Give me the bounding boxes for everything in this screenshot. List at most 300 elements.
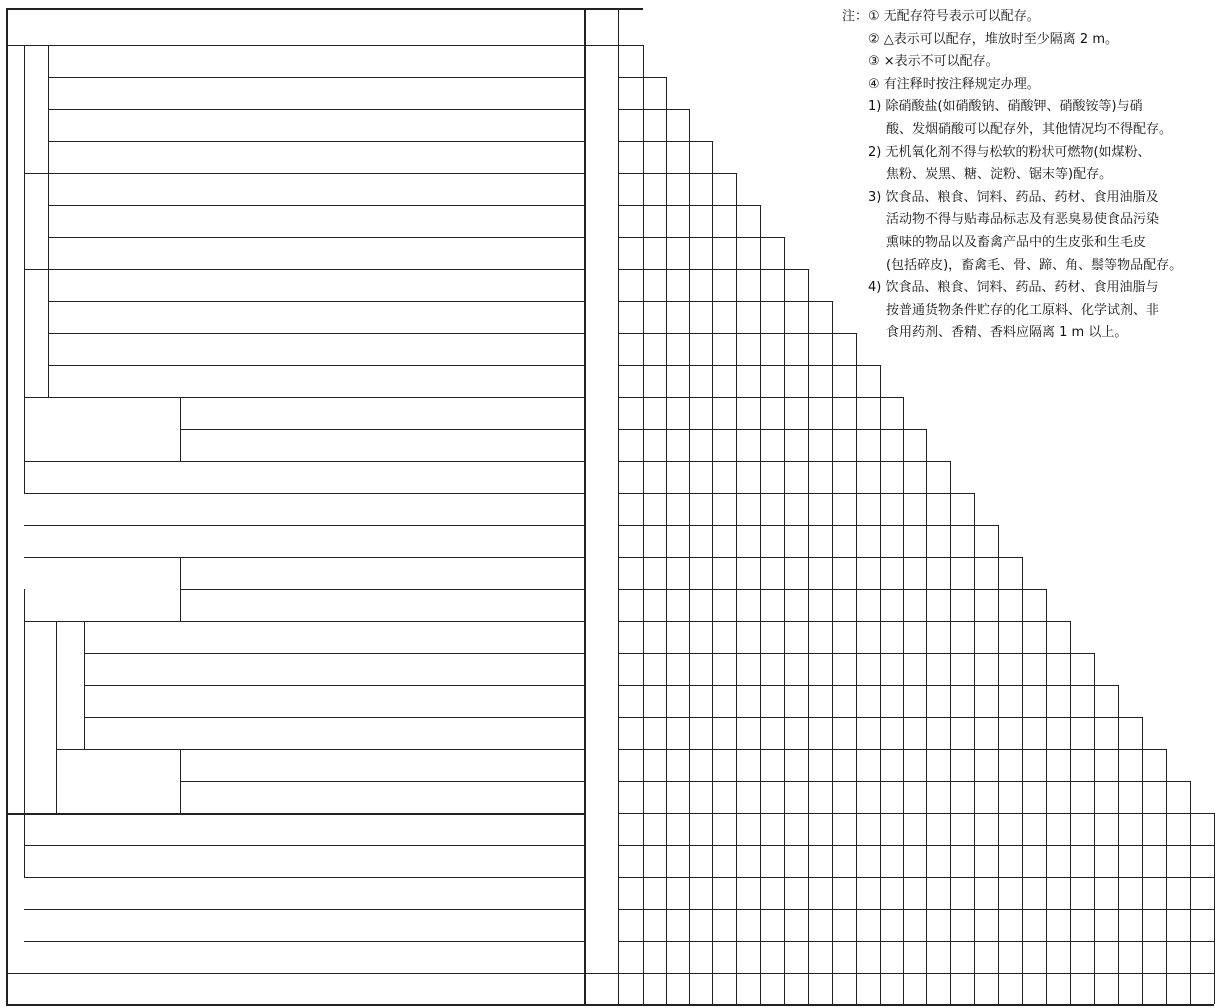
matrix-cell-22-8 — [784, 717, 808, 749]
note-line: 注：① 无配存符号表示可以配存。 — [842, 9, 1040, 24]
matrix-cell-13-2 — [643, 429, 666, 461]
matrix-cell-15-7 — [760, 493, 784, 525]
diagonal-number-26 — [1190, 845, 1214, 877]
matrix-cell-20-16 — [974, 653, 998, 685]
bottom-number-21 — [1094, 973, 1118, 1004]
matrix-cell-16-7 — [760, 525, 784, 557]
group-explosive — [24, 45, 48, 173]
matrix-cell-6-4 — [689, 205, 712, 237]
matrix-cell-26-8 — [784, 845, 808, 877]
matrix-cell-26-22 — [1118, 845, 1142, 877]
matrix-cell-7-6 — [736, 237, 760, 269]
note-line: 食用药剂、香精、香料应隔离 1 m 以上。 — [886, 325, 1128, 341]
matrix-cell-16-8 — [784, 525, 808, 557]
group-oxidizer — [24, 173, 48, 269]
row-name-9 — [58, 301, 582, 333]
matrix-cell-4-3 — [666, 141, 689, 173]
diagonal-number-27 — [1190, 877, 1214, 909]
matrix-cell-11-2 — [643, 365, 666, 397]
order-number-11 — [584, 365, 618, 397]
matrix-cell-27-3 — [666, 877, 689, 909]
matrix-cell-19-16 — [974, 621, 998, 653]
matrix-cell-9-3 — [666, 301, 689, 333]
row-name-21 — [94, 685, 582, 717]
note-line: 2) 无机氧化剂不得与松软的粉状可燃物(如煤粉、 — [868, 144, 1151, 160]
matrix-cell-5-3 — [666, 173, 689, 205]
row-name-18 — [190, 589, 582, 621]
group-acid — [56, 621, 84, 749]
matrix-cell-21-20 — [1070, 685, 1094, 717]
order-number-1 — [584, 45, 618, 77]
matrix-cell-22-10 — [832, 717, 856, 749]
matrix-cell-12-4 — [689, 397, 712, 429]
diagonal-number-25 — [1190, 813, 1214, 845]
matrix-cell-22-5 — [712, 717, 736, 749]
order-number-28 — [584, 909, 618, 941]
matrix-cell-16-14 — [926, 525, 950, 557]
matrix-cell-20-15 — [950, 653, 974, 685]
matrix-cell-14-11 — [856, 461, 880, 493]
matrix-cell-9-7 — [760, 301, 784, 333]
matrix-cell-23-3 — [666, 749, 689, 781]
bottom-number-8 — [784, 973, 808, 1004]
note-line: 活动物不得与贴毒品标志及有恶臭易使食品污染 — [886, 212, 1160, 228]
matrix-cell-28-6 — [736, 909, 760, 941]
diagonal-number-1 — [618, 45, 643, 77]
matrix-cell-19-2 — [643, 621, 666, 653]
matrix-cell-22-9 — [808, 717, 832, 749]
row-name-13 — [190, 429, 582, 461]
matrix-cell-13-8 — [784, 429, 808, 461]
grid-line — [6, 1004, 1214, 1006]
matrix-cell-22-2 — [643, 717, 666, 749]
diagonal-number-16 — [974, 525, 998, 557]
matrix-cell-28-9 — [808, 909, 832, 941]
matrix-cell-19-20 — [1070, 621, 1094, 653]
row-name-26 — [34, 845, 582, 877]
matrix-cell-21-7 — [760, 685, 784, 717]
matrix-cell-12-7 — [760, 397, 784, 429]
matrix-cell-21-6 — [736, 685, 760, 717]
matrix-cell-9-1 — [618, 301, 643, 333]
matrix-cell-14-10 — [832, 461, 856, 493]
note-line: ④ 有注释时按注释规定办理。 — [868, 76, 1040, 92]
matrix-cell-12-2 — [643, 397, 666, 429]
note-line: 按普通货物条件贮存的化工原料、化学试剂、非 — [886, 302, 1160, 318]
matrix-cell-23-2 — [643, 749, 666, 781]
matrix-cell-7-4 — [689, 237, 712, 269]
diagonal-number-8 — [784, 269, 808, 301]
bottom-number-12 — [880, 973, 903, 1004]
row-name-11 — [58, 365, 582, 397]
matrix-cell-25-2 — [643, 813, 666, 845]
matrix-cell-15-6 — [736, 493, 760, 525]
matrix-cell-26-23 — [1142, 845, 1166, 877]
matrix-cell-16-2 — [643, 525, 666, 557]
bottom-number-11 — [856, 973, 880, 1004]
matrix-cell-17-3 — [666, 557, 689, 589]
diagonal-number-23 — [1142, 749, 1166, 781]
row-name-7 — [58, 237, 582, 269]
matrix-cell-11-3 — [666, 365, 689, 397]
matrix-cell-4-1 — [618, 141, 643, 173]
matrix-cell-15-2 — [643, 493, 666, 525]
matrix-cell-22-21 — [1094, 717, 1118, 749]
order-number-12 — [584, 397, 618, 429]
matrix-cell-14-7 — [760, 461, 784, 493]
row-name-17 — [190, 557, 582, 589]
matrix-cell-21-15 — [950, 685, 974, 717]
matrix-cell-15-14 — [926, 493, 950, 525]
order-number-8 — [584, 269, 618, 301]
matrix-cell-26-16 — [974, 845, 998, 877]
matrix-cell-21-4 — [689, 685, 712, 717]
matrix-cell-16-11 — [856, 525, 880, 557]
matrix-cell-21-14 — [926, 685, 950, 717]
matrix-cell-19-13 — [903, 621, 926, 653]
matrix-cell-15-9 — [808, 493, 832, 525]
diagonal-number-21 — [1094, 685, 1118, 717]
bottom-number-19 — [1046, 973, 1070, 1004]
bottom-number-6 — [736, 973, 760, 1004]
row-name-6 — [58, 205, 582, 237]
diagonal-number-28 — [1190, 909, 1214, 941]
diagonal-number-2 — [643, 77, 666, 109]
matrix-cell-3-1 — [618, 109, 643, 141]
order-number-15 — [584, 493, 618, 525]
matrix-cell-23-7 — [760, 749, 784, 781]
row-name-4 — [58, 141, 582, 173]
order-number-27 — [584, 877, 618, 909]
matrix-cell-26-3 — [666, 845, 689, 877]
order-number-5 — [584, 173, 618, 205]
bottom-number-7 — [760, 973, 784, 1004]
matrix-cell-14-3 — [666, 461, 689, 493]
matrix-cell-28-8 — [784, 909, 808, 941]
matrix-cell-22-7 — [760, 717, 784, 749]
bottom-number-13 — [903, 973, 926, 1004]
bottom-number-14 — [926, 973, 950, 1004]
matrix-cell-15-3 — [666, 493, 689, 525]
bottom-number-4 — [689, 973, 712, 1004]
matrix-cell-20-5 — [712, 653, 736, 685]
matrix-cell-27-2 — [643, 877, 666, 909]
matrix-cell-22-17 — [998, 717, 1022, 749]
matrix-cell-14-12 — [880, 461, 903, 493]
diagonal-number-22 — [1118, 717, 1142, 749]
matrix-cell-20-6 — [736, 653, 760, 685]
grid-line — [1214, 813, 1215, 1004]
matrix-cell-21-9 — [808, 685, 832, 717]
matrix-cell-25-21 — [1094, 813, 1118, 845]
row-name-2 — [58, 77, 582, 109]
bottom-number-24 — [1166, 973, 1190, 1004]
matrix-cell-24-23 — [1142, 781, 1166, 813]
matrix-cell-23-22 — [1118, 749, 1142, 781]
matrix-cell-20-19 — [1046, 653, 1070, 685]
group-corrosive — [24, 621, 56, 813]
diagonal-number-15 — [950, 493, 974, 525]
matrix-cell-28-17 — [998, 909, 1022, 941]
group-general — [6, 845, 24, 973]
note-line: 熏味的物品以及畜禽产品中的生皮张和生毛皮 — [886, 234, 1147, 250]
matrix-cell-14-4 — [689, 461, 712, 493]
matrix-cell-12-11 — [856, 397, 880, 429]
matrix-cell-9-2 — [643, 301, 666, 333]
matrix-cell-12-5 — [712, 397, 736, 429]
matrix-cell-9-5 — [712, 301, 736, 333]
matrix-cell-20-2 — [643, 653, 666, 685]
matrix-cell-21-10 — [832, 685, 856, 717]
matrix-cell-20-1 — [618, 653, 643, 685]
row-name-28 — [34, 909, 582, 941]
matrix-cell-15-11 — [856, 493, 880, 525]
matrix-cell-21-12 — [880, 685, 903, 717]
matrix-cell-28-24 — [1166, 909, 1190, 941]
note-line: 4) 饮食品、粮食、饲料、药品、药材、食用油脂与 — [868, 280, 1159, 296]
diagonal-number-11 — [856, 365, 880, 397]
diagonal-number-13 — [903, 429, 926, 461]
matrix-cell-13-4 — [689, 429, 712, 461]
matrix-cell-25-24 — [1166, 813, 1190, 845]
matrix-cell-28-19 — [1046, 909, 1070, 941]
diagonal-number-14 — [926, 461, 950, 493]
bottom-number-10 — [832, 973, 856, 1004]
matrix-cell-26-20 — [1070, 845, 1094, 877]
note-line: ③ ×表示不可以配存。 — [868, 54, 999, 70]
diagonal-number-18 — [1022, 589, 1046, 621]
matrix-cell-21-8 — [784, 685, 808, 717]
bottom-number-5 — [712, 973, 736, 1004]
matrix-cell-14-2 — [643, 461, 666, 493]
note-line: (包括碎皮)，畜禽毛、骨、蹄、角、鬃等物品配存。 — [886, 257, 1183, 273]
group-toxic — [24, 557, 180, 621]
matrix-cell-21-2 — [643, 685, 666, 717]
matrix-cell-12-10 — [832, 397, 856, 429]
order-number-14 — [584, 461, 618, 493]
matrix-cell-28-10 — [832, 909, 856, 941]
order-number-19 — [584, 621, 618, 653]
bottom-order-label — [34, 973, 334, 1004]
matrix-cell-12-6 — [736, 397, 760, 429]
matrix-cell-28-7 — [760, 909, 784, 941]
bottom-number-3 — [666, 973, 689, 1004]
matrix-cell-19-14 — [926, 621, 950, 653]
matrix-cell-21-16 — [974, 685, 998, 717]
matrix-cell-6-3 — [666, 205, 689, 237]
matrix-cell-26-17 — [998, 845, 1022, 877]
matrix-cell-4-2 — [643, 141, 666, 173]
matrix-cell-28-2 — [643, 909, 666, 941]
matrix-cell-13-5 — [712, 429, 736, 461]
matrix-cell-18-2 — [643, 589, 666, 621]
matrix-cell-13-11 — [856, 429, 880, 461]
header-title — [6, 8, 584, 45]
matrix-cell-8-4 — [689, 269, 712, 301]
matrix-cell-15-10 — [832, 493, 856, 525]
diagonal-number-3 — [666, 109, 689, 141]
diagonal-number-9 — [808, 301, 832, 333]
matrix-cell-21-1 — [618, 685, 643, 717]
matrix-cell-10-3 — [666, 333, 689, 365]
matrix-cell-23-21 — [1094, 749, 1118, 781]
order-number-24 — [584, 781, 618, 813]
matrix-cell-25-8 — [784, 813, 808, 845]
order-number-25 — [584, 813, 618, 845]
matrix-cell-26-9 — [808, 845, 832, 877]
matrix-cell-12-8 — [784, 397, 808, 429]
matrix-cell-10-1 — [618, 333, 643, 365]
order-number-22 — [584, 717, 618, 749]
bottom-number-17 — [998, 973, 1022, 1004]
matrix-cell-22-6 — [736, 717, 760, 749]
matrix-cell-10-9 — [808, 333, 832, 365]
order-number-7 — [584, 237, 618, 269]
matrix-cell-14-6 — [736, 461, 760, 493]
notes-block — [842, 6, 1226, 345]
diagonal-number-7 — [760, 237, 784, 269]
order-number-9 — [584, 301, 618, 333]
matrix-cell-8-2 — [643, 269, 666, 301]
diagonal-number-12 — [880, 397, 903, 429]
matrix-cell-19-15 — [950, 621, 974, 653]
matrix-cell-22-20 — [1070, 717, 1094, 749]
matrix-cell-19-5 — [712, 621, 736, 653]
note-line: 酸、发烟硝酸可以配存外，其他情况均不得配存。 — [886, 121, 1173, 137]
diagonal-number-17 — [998, 557, 1022, 589]
row-name-5 — [58, 173, 582, 205]
order-number-21 — [584, 685, 618, 717]
row-name-8 — [58, 269, 582, 301]
matrix-cell-20-3 — [666, 653, 689, 685]
order-number-20 — [584, 653, 618, 685]
matrix-cell-15-5 — [712, 493, 736, 525]
matrix-cell-22-1 — [618, 717, 643, 749]
order-number-16 — [584, 525, 618, 557]
matrix-cell-16-9 — [808, 525, 832, 557]
row-name-16 — [34, 525, 582, 557]
matrix-cell-6-5 — [712, 205, 736, 237]
group-alkali — [56, 749, 180, 813]
bottom-number-22 — [1118, 973, 1142, 1004]
matrix-cell-21-17 — [998, 685, 1022, 717]
diagonal-number-6 — [736, 205, 760, 237]
row-name-27 — [34, 877, 582, 909]
diagonal-number-29 — [1190, 941, 1214, 973]
matrix-cell-28-23 — [1142, 909, 1166, 941]
note-line: ② △表示可以配存，堆放时至少隔离 2 m。 — [868, 31, 1118, 47]
matrix-cell-25-22 — [1118, 813, 1142, 845]
matrix-cell-13-9 — [808, 429, 832, 461]
matrix-cell-25-9 — [808, 813, 832, 845]
note-line: 焦粉、炭黑、糖、淀粉、锯末等)配存。 — [886, 167, 1113, 183]
matrix-cell-28-21 — [1094, 909, 1118, 941]
matrix-cell-9-6 — [736, 301, 760, 333]
matrix-cell-19-4 — [689, 621, 712, 653]
matrix-cell-25-4 — [689, 813, 712, 845]
matrix-cell-16-4 — [689, 525, 712, 557]
matrix-cell-27-20 — [1070, 877, 1094, 909]
matrix-cell-28-13 — [903, 909, 926, 941]
matrix-cell-15-1 — [618, 493, 643, 525]
row-name-24 — [190, 781, 582, 813]
matrix-cell-10-4 — [689, 333, 712, 365]
row-name-3 — [58, 109, 582, 141]
matrix-cell-20-13 — [903, 653, 926, 685]
matrix-cell-16-3 — [666, 525, 689, 557]
matrix-cell-20-14 — [926, 653, 950, 685]
bottom-number-2 — [643, 973, 666, 1004]
order-number-2 — [584, 77, 618, 109]
matrix-cell-22-3 — [666, 717, 689, 749]
diagonal-number-24 — [1166, 781, 1190, 813]
order-number-26 — [584, 845, 618, 877]
matrix-cell-6-2 — [643, 205, 666, 237]
row-name-12 — [190, 397, 582, 429]
matrix-cell-19-9 — [808, 621, 832, 653]
matrix-cell-28-5 — [712, 909, 736, 941]
matrix-cell-28-18 — [1022, 909, 1046, 941]
matrix-cell-21-13 — [903, 685, 926, 717]
grid-line — [618, 941, 1214, 942]
matrix-cell-28-3 — [666, 909, 689, 941]
order-number-3 — [584, 109, 618, 141]
row-name-14 — [34, 461, 582, 493]
matrix-cell-22-4 — [689, 717, 712, 749]
matrix-cell-9-4 — [689, 301, 712, 333]
matrix-cell-21-19 — [1046, 685, 1070, 717]
matrix-cell-18-3 — [666, 589, 689, 621]
diagonal-number-4 — [689, 141, 712, 173]
diagonal-number-5 — [712, 173, 736, 205]
row-name-1 — [58, 45, 582, 77]
bottom-number-23 — [1142, 973, 1166, 1004]
matrix-cell-22-13 — [903, 717, 926, 749]
matrix-cell-28-4 — [689, 909, 712, 941]
row-name-22 — [94, 717, 582, 749]
matrix-cell-28-20 — [1070, 909, 1094, 941]
matrix-cell-22-19 — [1046, 717, 1070, 749]
order-number-18 — [584, 589, 618, 621]
matrix-cell-10-2 — [643, 333, 666, 365]
row-name-29 — [34, 941, 582, 973]
note-line: 1) 除硝酸盐(如硝酸钠、硝酸钾、硝酸铵等)与硝 — [868, 99, 1143, 115]
matrix-cell-25-5 — [712, 813, 736, 845]
row-name-23 — [190, 749, 582, 781]
order-col-header — [584, 8, 618, 45]
matrix-cell-26-15 — [950, 845, 974, 877]
matrix-cell-16-5 — [712, 525, 736, 557]
matrix-cell-14-8 — [784, 461, 808, 493]
bottom-number-18 — [1022, 973, 1046, 1004]
diagonal-number-20 — [1070, 653, 1094, 685]
order-number-4 — [584, 141, 618, 173]
bottom-number-20 — [1070, 973, 1094, 1004]
matrix-cell-28-15 — [950, 909, 974, 941]
grid-line — [618, 781, 1190, 782]
matrix-cell-13-3 — [666, 429, 689, 461]
matrix-cell-6-1 — [618, 205, 643, 237]
matrix-cell-3-2 — [643, 109, 666, 141]
order-number-13 — [584, 429, 618, 461]
matrix-cell-25-20 — [1070, 813, 1094, 845]
matrix-cell-13-10 — [832, 429, 856, 461]
matrix-cell-5-2 — [643, 173, 666, 205]
matrix-cell-8-5 — [712, 269, 736, 301]
matrix-cell-5-1 — [618, 173, 643, 205]
matrix-cell-26-24 — [1166, 845, 1190, 877]
matrix-cell-23-4 — [689, 749, 712, 781]
